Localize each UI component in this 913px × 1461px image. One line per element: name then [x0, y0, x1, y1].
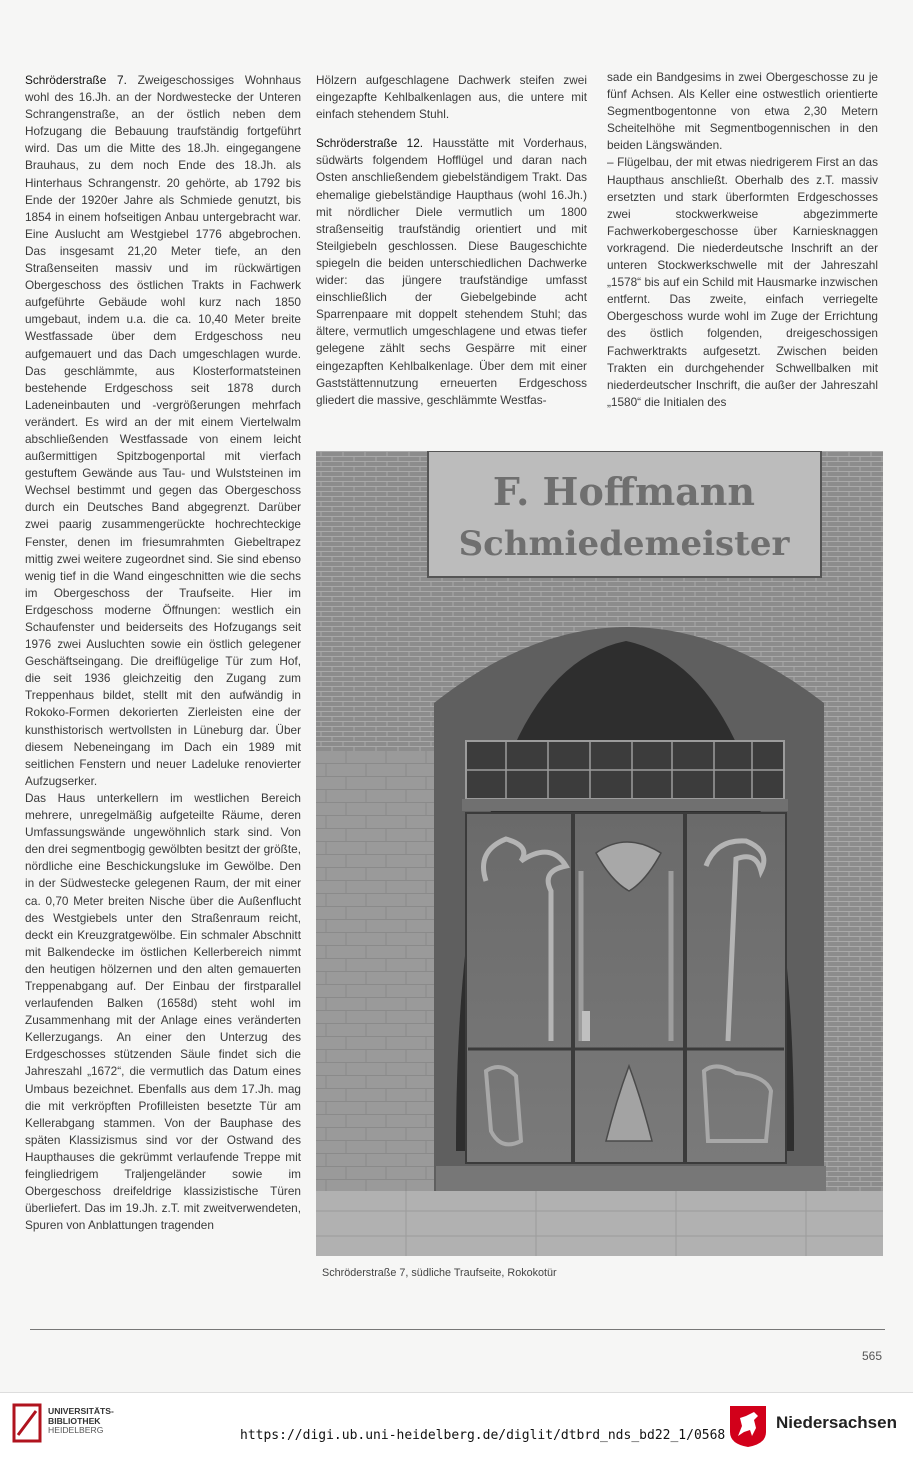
three-leaf-door	[466, 813, 786, 1163]
document-url-link[interactable]: https://digi.ub.uni-heidelberg.de/diglit/dtbrd_nds_bd22_1/0568	[240, 1428, 726, 1443]
sign-text-line-2: Schmiedemeister	[458, 524, 790, 564]
entry-heading: Schröderstraße 12.	[316, 136, 424, 151]
sign-text-line-1: F. Hoffmann	[492, 469, 756, 514]
transom-window	[466, 741, 784, 799]
photo-caption: Schröderstraße 7, südliche Traufseite, Rokokotür	[322, 1267, 557, 1279]
niedersachsen-horse-logo-icon[interactable]	[728, 1404, 768, 1448]
footer-divider	[30, 1329, 885, 1330]
door-photograph	[316, 451, 883, 1256]
page-number: 565	[862, 1349, 883, 1363]
paragraph-text: Hausstätte mit Vorderhaus, südwärts folgendem Hofflügel und daran nach Osten anschließendem giebelständigem Trakt. Das ehemalige giebelständige Haupthaus (wohl 16.Jh.) mit nördlicher Diele vermutlich um 1800 straßenseitig traufständig orientiert und mit Steilgiebeln geschlossen. Diese Baugeschichte spiegeln die beiden unterschiedlichen Dachwerke wider: das jüngere traufständige umfasst einschließlich der Giebelgebinde acht Sparrenpaare mit doppelt stehendem Stuhl; das ältere, vermutlich umgeschlagene und etwas tiefer gelegene zählt sechs Gespärre mit einer eingezapften Kehlbalkenlage. Über dem mit einer Gaststättennutzung erneuerten Erdgeschoss gliedert die massive, geschlämmte Westfas-	[316, 136, 587, 407]
library-name-line: HEIDELBERG	[48, 1425, 104, 1436]
paragraph-text: Zweigeschossiges Wohnhaus wohl des 16.Jh. an der Nordwestecke der Unteren Schrangenstraße, an der östlich neben dem Hofzugang die Bebauung traufständig fortgeführt wird. Das um die Mitte des 18.Jh. eingegangene Brauhaus, zu dem noch Ende des 18.Jh. als Hinterhaus Schrangenstr. 20 gehörte, ab 1792 bis Ende der 1920er Jahre als Schmiede genutzt, bis 1854 in einem hofseitigen Anbau untergebracht war. Eine Auslucht am Westgiebel 1776 abgebrochen. Das insgesamt 21,20 Meter tiefe, an den Straßenseiten massiv und im rückwärtigen Obergeschoss des östlichen Trakts in Fachwerk aufgeführte Gebäude wohl kurz nach 1850 umgebaut, indem u.a. die ca. 10,40 Meter breite Westfassade über dem Erdgeschoss neu aufgemauert und das Dach umgeschlagen wurde. Das geschlämmte, aus Klosterformatsteinen bestehende Erdgeschoss seit 1878 durch Ladeneinbauten und -vergrößerungen mehrfach verändert. Es wird an der mit einem Viertelwalm abschließenden Westfassade von einem leicht außermittigen Spitzbogenportal mit vierfach gestuftem Gewände aus Tau- und Wulststeinen im Wechsel bestimmt und gegen das Obergeschoss durch ein Deutsches Band abgegrenzt. Darüber zwei paarig zusammengerückte hochrechteckige Fenster, denen im friesumrahmten Giebeltrapez mittig zwei weitere zugeordnet sind. Sie sind ebenso wenig tief in die Wand eingeschnitten wie die sechs im Obergeschoss der Traufseite. Hier im Erdgeschoss moderne Öffnungen: westlich ein Schaufenster und beiderseits des Hofzugangs seit 1976 zwei Ausluchten sowie ein östlich gelegener Geschäftseingang. Die dreiflügelige Tür zum Hof, die seit 1936 gleichzeitig den Zugang zum Treppenhaus bildet, stellt mit den aufwändig in Rokoko-Formen dekorierten Zierleisten eine der kunsthistorisch wertvollsten in Lüneburg dar. Über diesem Nebeneingang im Dach ein 1989 mit seitlichen Fenstern und neuer Ladeluke renovierter Aufzugserker.	[25, 73, 301, 788]
text-column-3	[607, 69, 878, 411]
paragraph: Hölzern aufgeschlagene Dachwerk steifen zwei eingezapfte Kehlbalkenlagen aus, die untere mit einfach stehendem Stuhl.	[316, 73, 587, 122]
text-column-1	[25, 72, 301, 1234]
text-column-2	[316, 72, 587, 409]
paragraph: Das Haus unterkellern im westlichen Bereich mehrere, unregelmäßig aufgeteilte Räume, deren Umfassungswände ungewöhnlich stark sind. Von den drei segmentbogig gewölbten besitzt der größte, nördliche eine Beschickungsluke im Gewölbe. Den in der Südwestecke gelegenen Raum, der mit einer ca. 0,70 Meter breiten Nische über die Außenflucht des Westgiebels unter den Straßenraum reicht, deckt ein Kreuzgratgewölbe. Ein schmaler Abschnitt mit Balkendecke im östlichen Kellerbereich nimmt den heutigen hölzernen und den alten gemauerten Treppenabgang auf. Der Einbau der firstparallel verlaufenden Balken (1658d) steht wohl im Zusammenhang mit der Anlage eines veränderten Kellerzugangs. An einer den Unterzug des Erdgeschosses stützenden Säule findet sich die Jahreszahl „1672“, die vermutlich das Datum eines Umbaus bezeichnet. Ebenfalls aus dem 17.Jh. mag die mit verkröpften Profilleisten besetzte Tür am Kellerabgang stammen. Von der Bauphase des späten Klassizismus sind vor der Ostwand des Haupthauses die gekrümmt verlaufende Treppe mit feingliedrigem Traljengeländer sowie im Obergeschoss dreifeldrige klassizistische Türen überliefert. Das im 19.Jh. z.T. mit zweitverwendeten, Spuren von Anblattungen tragenden	[25, 790, 301, 1233]
paragraph: sade ein Bandgesims in zwei Obergeschosse zu je fünf Achsen. Als Keller eine ostwestlich orientierte Segmentbogentonne von etwa 2,30 Metern Scheitelhöhe mit Segmentbogennischen in den beiden Längswänden.	[607, 70, 878, 153]
rococo-door-image	[316, 451, 883, 1256]
paragraph	[316, 135, 587, 409]
paragraph: – Flügelbau, der mit etwas niedrigerem First an das Haupthaus anschließt. Oberhalb des z.T. massiv ersetzten und stark überformten Erdgeschosses zwei stockwerkweise abgezimmerte Fachwerkobergeschosse über Karniesknaggen vorkragend. Die niederdeutsche Inschrift an der unteren Stockwerkschwelle mit der Jahreszahl „1578“ bis auf ein Schild mit Hausmarke inzwischen entfernt. Das zweite, einfach verriegelte Obergeschoss wurde wohl im Zuge der Errichtung des östlich folgenden, dreigeschossigen Fachwerktrakts aufgesetzt. Zwischen beiden Trakten ein durchgehender Schwellbalken mit niederdeutscher Inschrift, die außer der Jahreszahl „1580“ die Initialen des	[607, 155, 878, 409]
niedersachsen-brand[interactable]: Niedersachsen	[776, 1413, 897, 1432]
ub-heidelberg-logo-icon[interactable]	[12, 1403, 42, 1443]
library-name-line: BIBLIOTHEK	[48, 1415, 101, 1426]
entry-heading: Schröderstraße 7.	[25, 73, 127, 87]
library-name	[48, 1407, 114, 1436]
paragraph	[25, 72, 301, 790]
library-name-line: UNIVERSITÄTS-	[48, 1406, 114, 1416]
